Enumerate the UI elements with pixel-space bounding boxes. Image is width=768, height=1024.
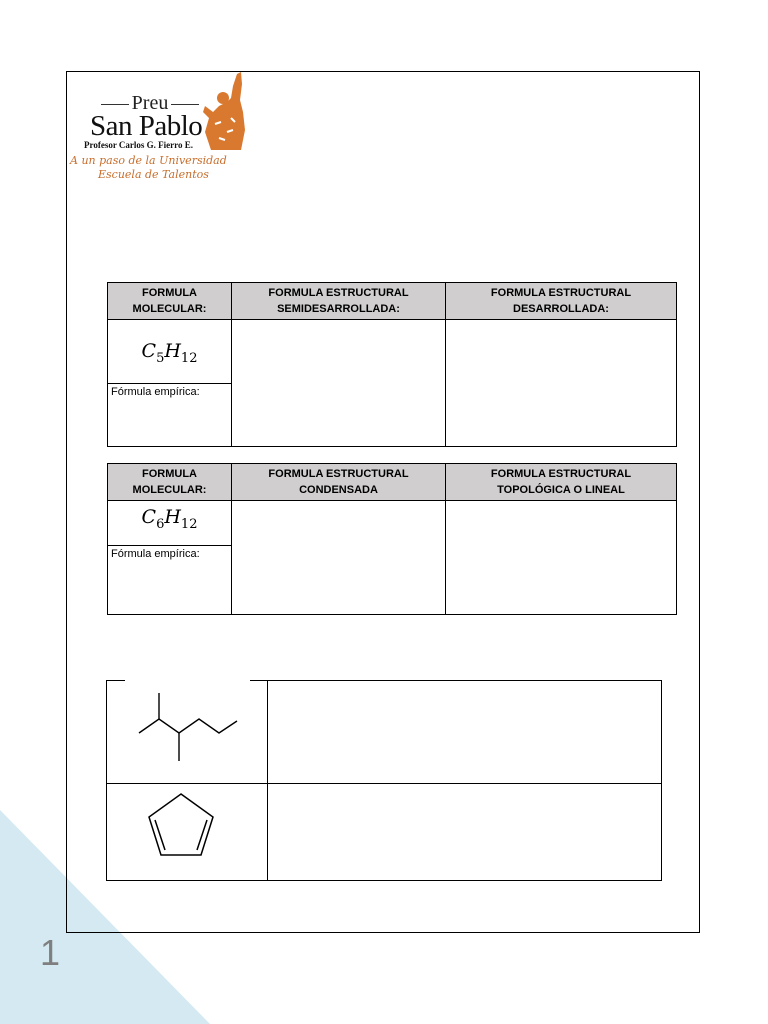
page-number: 1 — [40, 932, 61, 973]
empirical-formula-cell[interactable] — [108, 546, 232, 615]
empirical-formula-label: Fórmula empírica: — [111, 548, 200, 560]
structure-2-answer-cell[interactable] — [269, 785, 661, 880]
empirical-formula-cell[interactable] — [108, 384, 232, 447]
header-molecular: FORMULA MOLECULAR: — [108, 464, 232, 501]
molecular-formula: $C_6H_{12}$ — [141, 506, 198, 532]
raised-arm-figure-icon — [203, 72, 247, 152]
molecular-formula-cell — [108, 320, 232, 384]
logo-tagline-1: A un paso de la Universidad — [70, 154, 227, 167]
semidesarrollada-answer-cell[interactable] — [232, 320, 446, 447]
cyclopentadiene-skeletal-structure-icon — [145, 791, 217, 861]
condensada-answer-cell[interactable] — [232, 501, 446, 615]
formula-table-2 — [107, 463, 677, 615]
molecular-formula-cell — [108, 501, 232, 546]
logo-tagline-2: Escuela de Talentos — [98, 168, 209, 181]
column-divider — [267, 681, 268, 880]
logo-name: San Pablo — [90, 110, 203, 142]
molecular-formula: $C_5H_{12}$ — [141, 340, 198, 366]
header-molecular: FORMULA MOLECULAR: — [108, 283, 232, 320]
logo — [70, 72, 250, 187]
desarrollada-answer-cell[interactable] — [446, 320, 677, 447]
structures-table — [106, 680, 662, 881]
header-condensada: FORMULA ESTRUCTURAL CONDENSADA — [232, 464, 446, 501]
header-desarrollada: FORMULA ESTRUCTURAL DESARROLLADA: — [446, 283, 677, 320]
border-gap — [125, 679, 250, 683]
logo-preu: Preu — [90, 92, 210, 115]
row-divider — [107, 783, 661, 784]
topologica-answer-cell[interactable] — [446, 501, 677, 615]
header-topologica: FORMULA ESTRUCTURAL TOPOLÓGICA O LINEAL — [446, 464, 677, 501]
header-semidesarrollada: FORMULA ESTRUCTURAL SEMIDESARROLLADA: — [232, 283, 446, 320]
logo-teacher: Profesor Carlos G. Fierro E. — [84, 140, 193, 150]
branched-alkane-skeletal-structure-icon — [135, 691, 245, 767]
formula-table-1 — [107, 282, 677, 447]
empirical-formula-label: Fórmula empírica: — [111, 386, 200, 398]
structure-1-answer-cell[interactable] — [269, 681, 661, 782]
